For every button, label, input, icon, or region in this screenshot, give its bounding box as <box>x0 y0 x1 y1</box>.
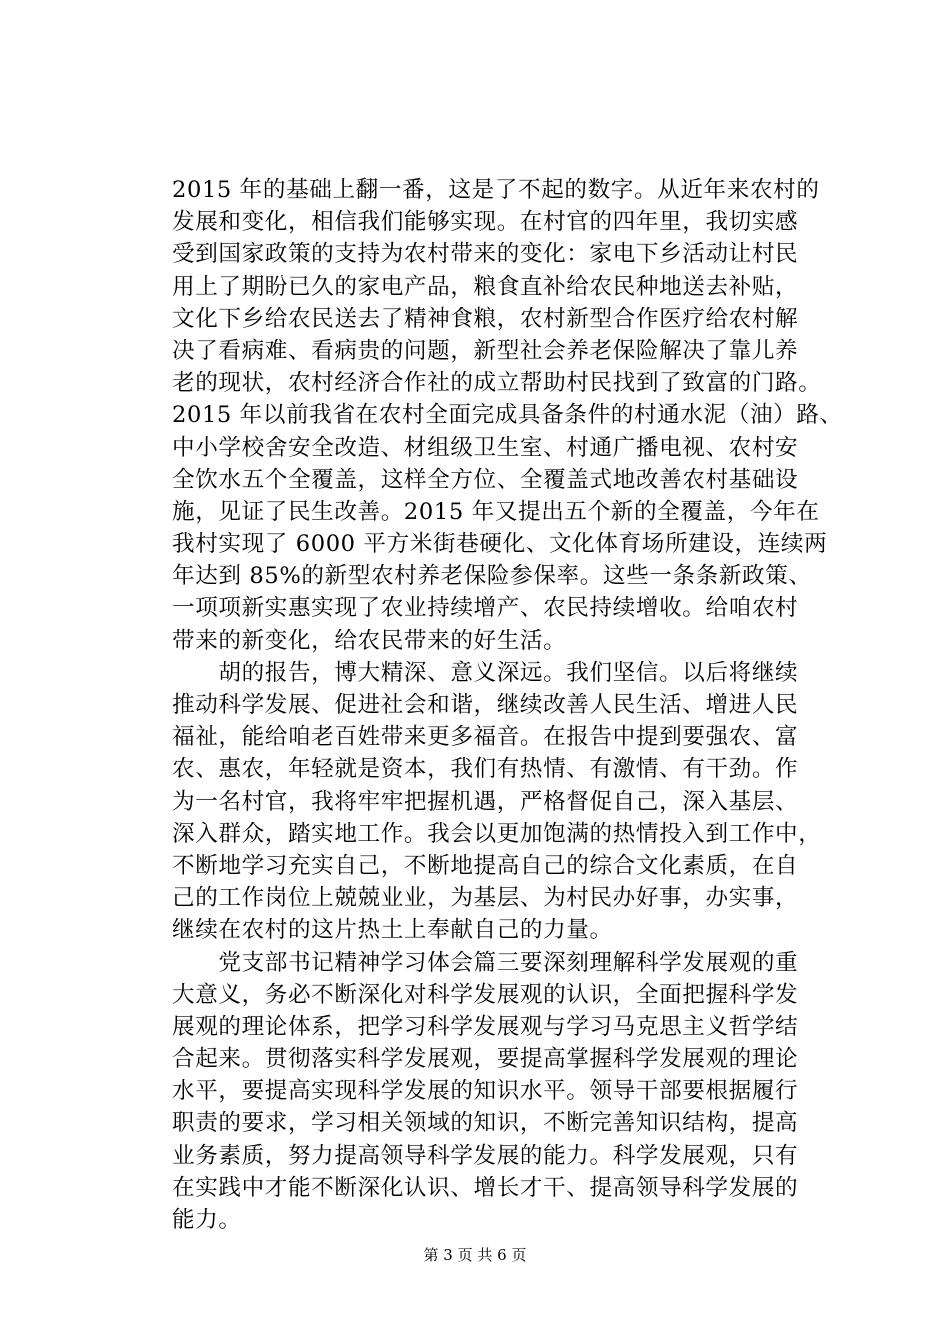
text-line: 继续在农村的这片热土上奉献自己的力量。 <box>172 917 613 944</box>
text-line: 水平，要提高实现科学发展的知识水平。领导干部要根据履行 <box>172 1078 799 1105</box>
text-line: 受到国家政策的支持为农村带来的变化：家电下乡活动让村民 <box>172 241 799 268</box>
text-line: 全饮水五个全覆盖，这样全方位、全覆盖式地改善农村基础设 <box>172 466 799 493</box>
text-line: 能力。 <box>172 1207 242 1233</box>
text-line: 合起来。贯彻落实科学发展观，要提高掌握科学发展观的理论 <box>172 1046 799 1073</box>
text-line: 业务素质，努力提高领导科学发展的能力。科学发展观，只有 <box>172 1142 799 1169</box>
text-line: 2015 年的基础上翻一番，这是了不起的数字。从近年来农村的 <box>172 177 820 203</box>
text-line: 决了看病难、看病贵的问题，新型社会养老保险解决了靠儿养 <box>172 337 799 364</box>
text-line: 深入群众，踏实地工作。我会以更加饱满的热情投入到工作中， <box>172 820 822 847</box>
text-line: 大意义，务必不断深化对科学发展观的认识，全面把握科学发 <box>172 981 799 1008</box>
text-line: 用上了期盼已久的家电产品，粮食直补给农民种地送去补贴， <box>172 273 799 300</box>
text-line: 职责的要求，学习相关领域的知识，不断完善知识结构，提高 <box>172 1110 799 1137</box>
text-line: 2015 年以前我省在农村全面完成具备条件的村通水泥（油）路、 <box>172 402 843 429</box>
text-line: 农、惠农，年轻就是资本，我们有热情、有激情、有干劲。作 <box>172 756 799 783</box>
text-line: 福祉，能给咱老百姓带来更多福音。在报告中提到要强农、富 <box>172 724 799 751</box>
text-line: 己的工作岗位上兢兢业业，为基层、为村民办好事，办实事， <box>172 885 799 912</box>
text-line: 发展和变化，相信我们能够实现。在村官的四年里，我切实感 <box>172 209 799 236</box>
text-line: 不断地学习充实自己，不断地提高自己的综合文化素质，在自 <box>172 852 799 879</box>
text-line: 文化下乡给农民送去了精神食粮，农村新型合作医疗给农村解 <box>172 305 799 332</box>
page-footer: 第 3 页 共 6 页 <box>423 1246 527 1264</box>
text-line: 中小学校舍安全改造、材组级卫生室、村通广播电视、农村安 <box>172 434 799 461</box>
text-line: 一项项新实惠实现了农业持续增产、农民持续增收。给咱农村 <box>172 595 799 622</box>
text-line: 推动科学发展、促进社会和谐，继续改善人民生活、增进人民 <box>172 692 799 718</box>
text-line: 胡的报告，博大精深、意义深远。我们坚信。以后将继续 <box>172 659 799 686</box>
text-line: 老的现状，农村经济合作社的成立帮助村民找到了致富的门路。 <box>172 370 822 397</box>
text-line: 我村实现了 6000 平方米街巷硬化、文化体育场所建设，连续两 <box>172 531 828 558</box>
body-text <box>172 174 843 1236</box>
text-line: 年达到 85%的新型农村养老保险参保率。这些一条条新政策、 <box>172 563 812 590</box>
text-line: 在实践中才能不断深化认识、增长才干、提高领导科学发展的 <box>172 1174 799 1201</box>
text-line: 展观的理论体系，把学习科学发展观与学习马克思主义哲学结 <box>172 1013 799 1040</box>
text-line: 施，见证了民生改善。2015 年又提出五个新的全覆盖，今年在 <box>172 498 820 525</box>
text-line: 带来的新变化，给农民带来的好生活。 <box>172 627 567 654</box>
text-line: 为一名村官，我将牢牢把握机遇，严格督促自己，深入基层、 <box>172 788 799 815</box>
text-line: 党支部书记精神学习体会篇三要深刻理解科学发展观的重 <box>172 949 799 976</box>
